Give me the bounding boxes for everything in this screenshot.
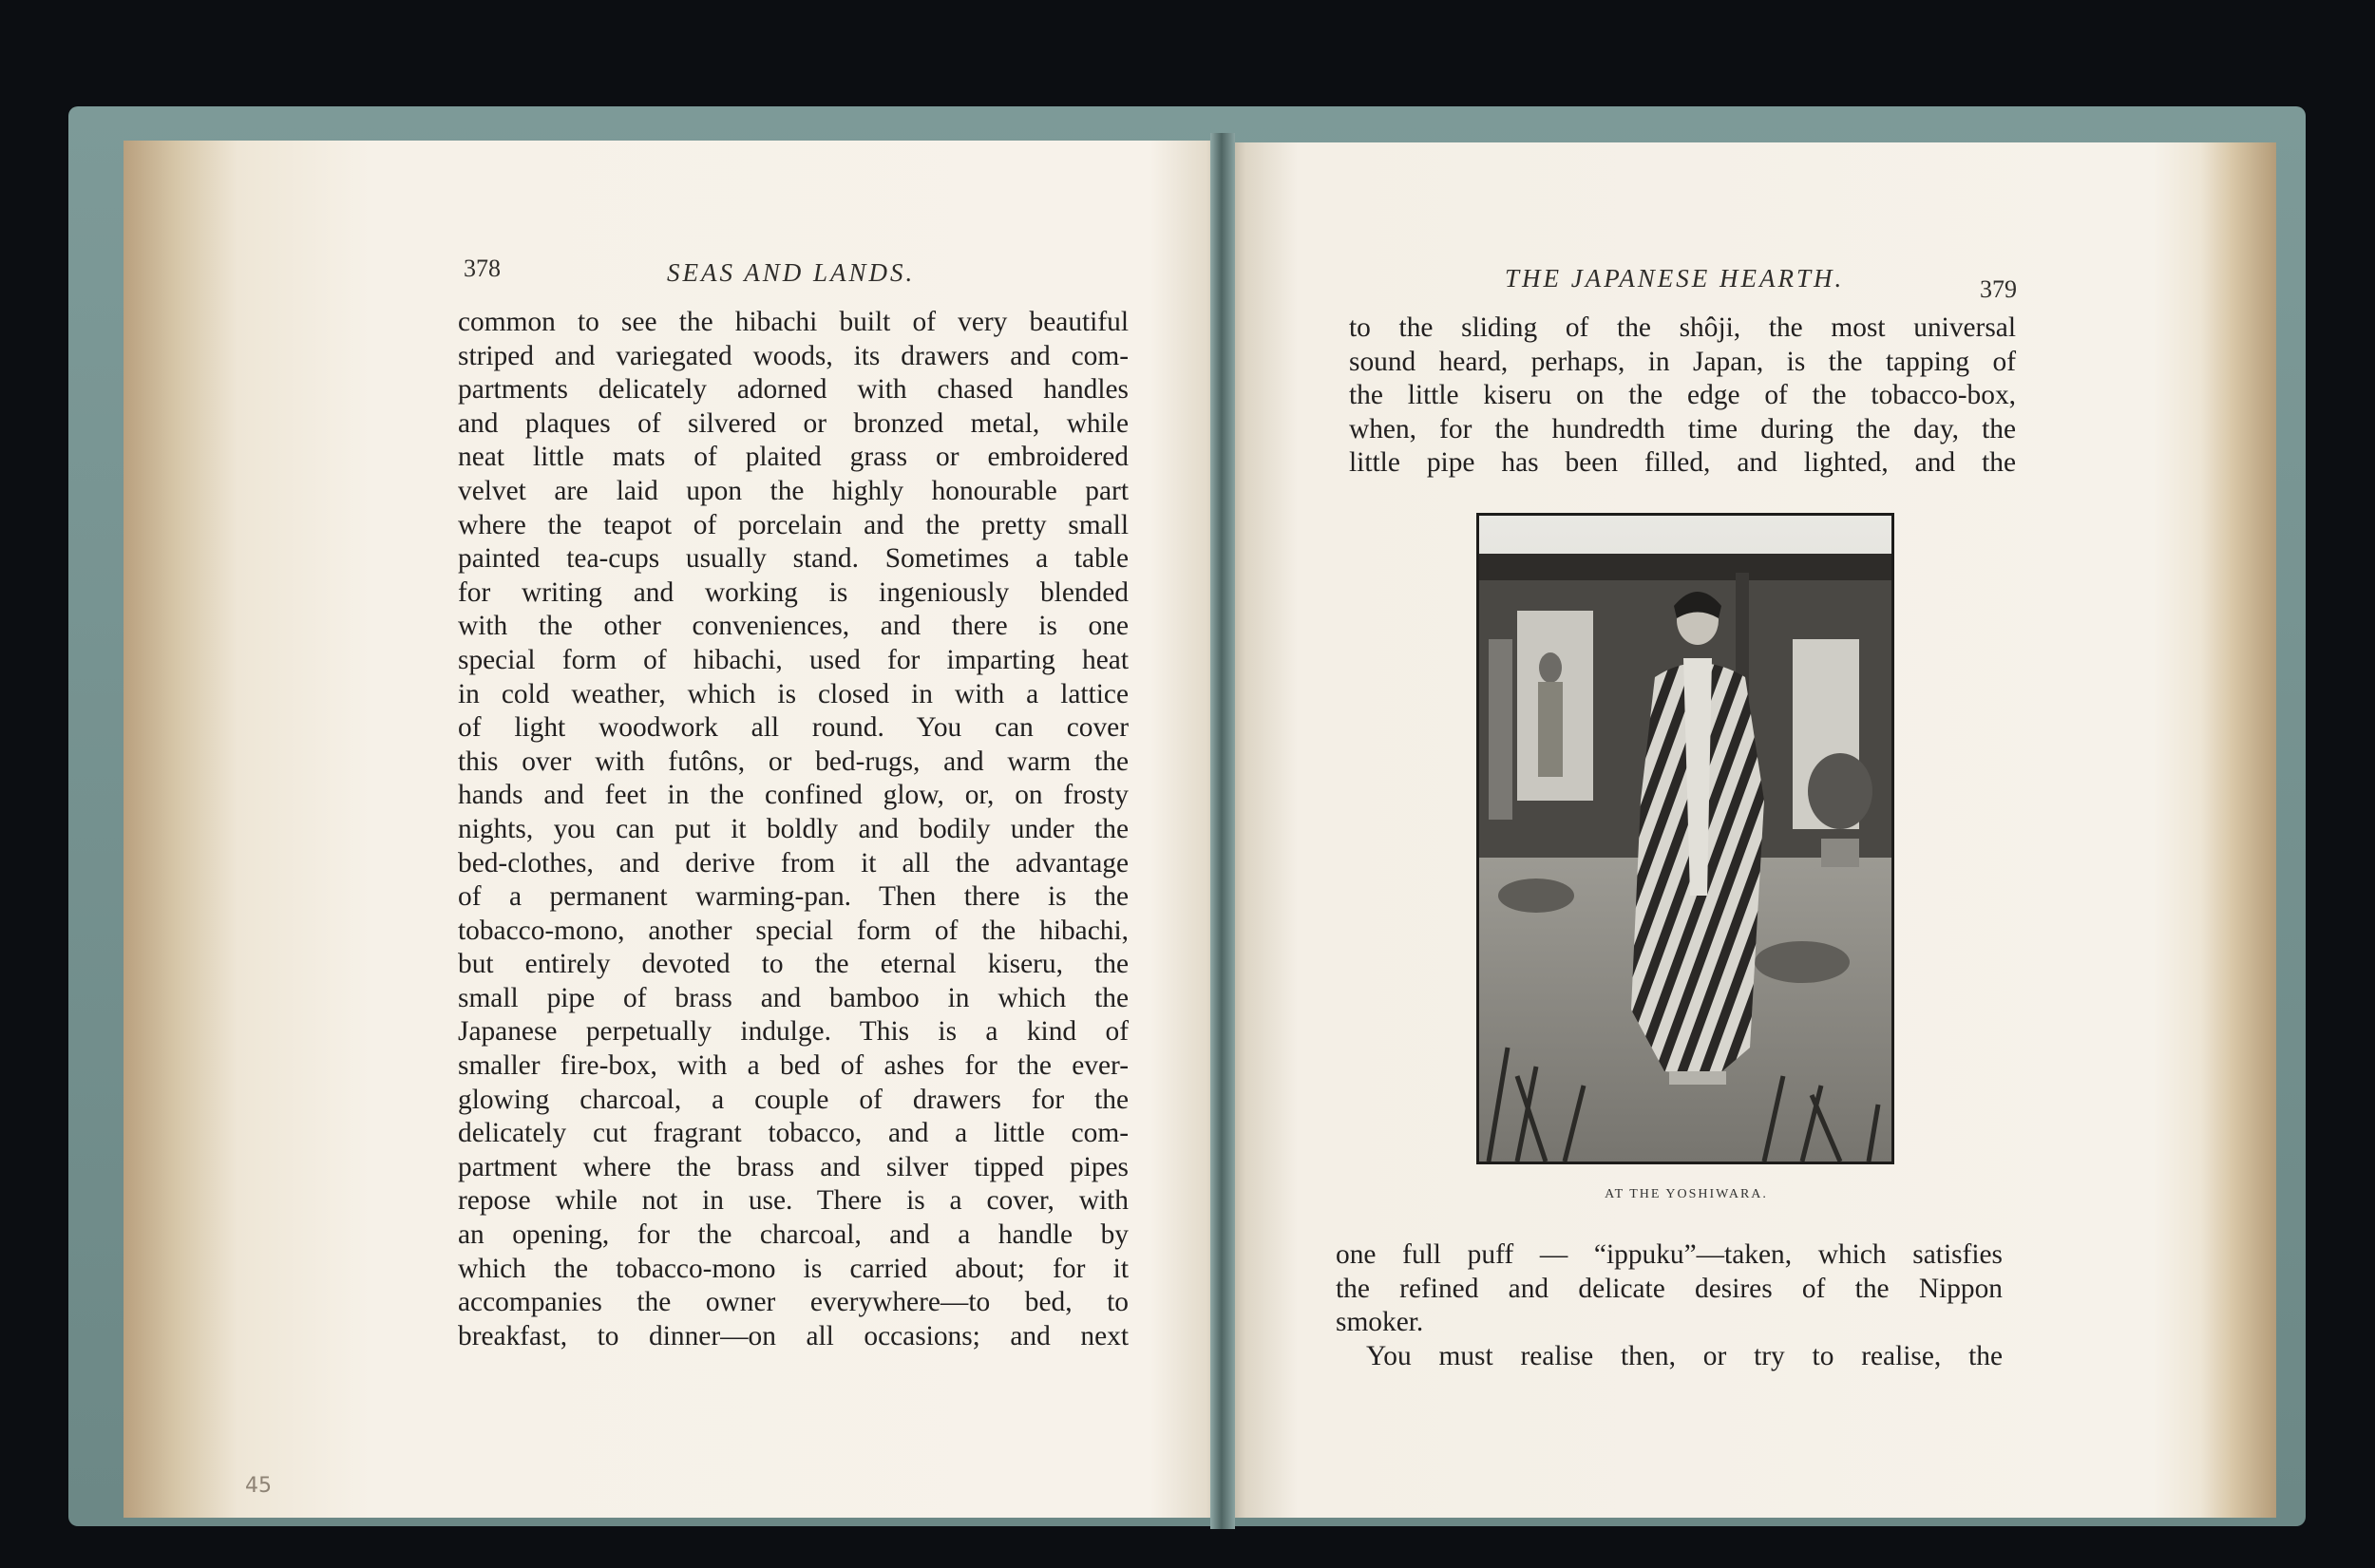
left-running-head: SEAS AND LANDS. (667, 258, 916, 287)
right-page-text-bottom (1336, 1238, 2003, 1373)
text-line: for writing and working is ingeniously blended (458, 576, 1129, 608)
text-line: sound heard, perhaps, in Japan, is the tapping of (1349, 346, 2016, 377)
right-running-head: THE JAPANESE HEARTH. (1505, 264, 1845, 293)
left-page-number: 378 (464, 255, 501, 282)
text-line: little pipe has been filled, and lighted, and the (1349, 447, 2016, 479)
text-line: and plaques of silvered or bronzed metal, while (458, 407, 1129, 439)
text-line: but entirely devoted to the eternal kiseru, the (458, 949, 1129, 980)
text-line: breakfast, to dinner—on all occasions; and next (458, 1320, 1129, 1351)
text-line: where the teapot of porcelain and the pretty small (458, 509, 1129, 540)
text-line: the refined and delicate desires of the Nippon (1336, 1273, 2003, 1304)
text-line: delicately cut fragrant tobacco, and a little com- (458, 1118, 1129, 1149)
photo-figure (1479, 516, 1891, 1162)
text-line: repose while not in use. There is a cover, with (458, 1185, 1129, 1217)
text-line: painted tea-cups usually stand. Sometimes a table (458, 543, 1129, 575)
text-line: with the other conveniences, and there is one (458, 611, 1129, 642)
text-line: partment where the brass and silver tipped pipes (458, 1151, 1129, 1182)
text-line: striped and variegated woods, its drawers and com- (458, 340, 1129, 371)
text-line: which the tobacco-mono is carried about; for it (458, 1253, 1129, 1284)
text-line: small pipe of brass and bamboo in which the (458, 982, 1129, 1013)
left-page-text (458, 306, 1129, 1353)
text-line: You must realise then, or try to realise, the (1366, 1340, 2003, 1371)
text-line: nights, you can put it boldly and bodily under the (458, 813, 1129, 844)
text-line: accompanies the owner everywhere—to bed, to (458, 1287, 1129, 1318)
text-line: partments delicately adorned with chased handles (458, 374, 1129, 406)
text-line: an opening, for the charcoal, and a handle by (458, 1219, 1129, 1251)
text-line: of light woodwork all round. You can cover (458, 712, 1129, 744)
text-line: one full puff — “ippuku”—taken, which satisfies (1336, 1239, 2003, 1270)
right-page-text-top (1349, 312, 2016, 481)
photograph-illustration (1476, 513, 1894, 1164)
illustration-caption: AT THE YOSHIWARA. (1605, 1187, 1768, 1201)
text-line: smoker. (1336, 1307, 1424, 1338)
text-line: smaller fire-box, with a bed of ashes for the ever- (458, 1050, 1129, 1082)
text-line: bed-clothes, and derive from it all the advantage (458, 847, 1129, 878)
text-line: tobacco-mono, another special form of the hibachi, (458, 915, 1129, 946)
text-line: when, for the hundredth time during the day, the (1349, 413, 2016, 444)
text-line: hands and feet in the confined glow, or, on frosty (458, 780, 1129, 811)
text-line: Japanese perpetually indulge. This is a kind of (458, 1016, 1129, 1048)
pencil-mark: 45 (245, 1474, 272, 1498)
text-line: glowing charcoal, a couple of drawers for the (458, 1084, 1129, 1115)
text-line: in cold weather, which is closed in with a lattice (458, 678, 1129, 709)
text-line: of a permanent warming-pan. Then there is the (458, 881, 1129, 913)
book-gutter (1210, 133, 1235, 1529)
text-line: to the sliding of the shôji, the most universal (1349, 312, 2016, 343)
right-page-number: 379 (1980, 275, 2017, 303)
text-line: this over with futôns, or bed-rugs, and warm the (458, 746, 1129, 777)
text-line: special form of hibachi, used for imparting heat (458, 644, 1129, 675)
text-line: common to see the hibachi built of very beautiful (458, 307, 1129, 337)
text-line: velvet are laid upon the highly honourable part (458, 475, 1129, 506)
text-line: the little kiseru on the edge of the tobacco-box, (1349, 380, 2016, 411)
text-line: neat little mats of plaited grass or embroidered (458, 442, 1129, 473)
